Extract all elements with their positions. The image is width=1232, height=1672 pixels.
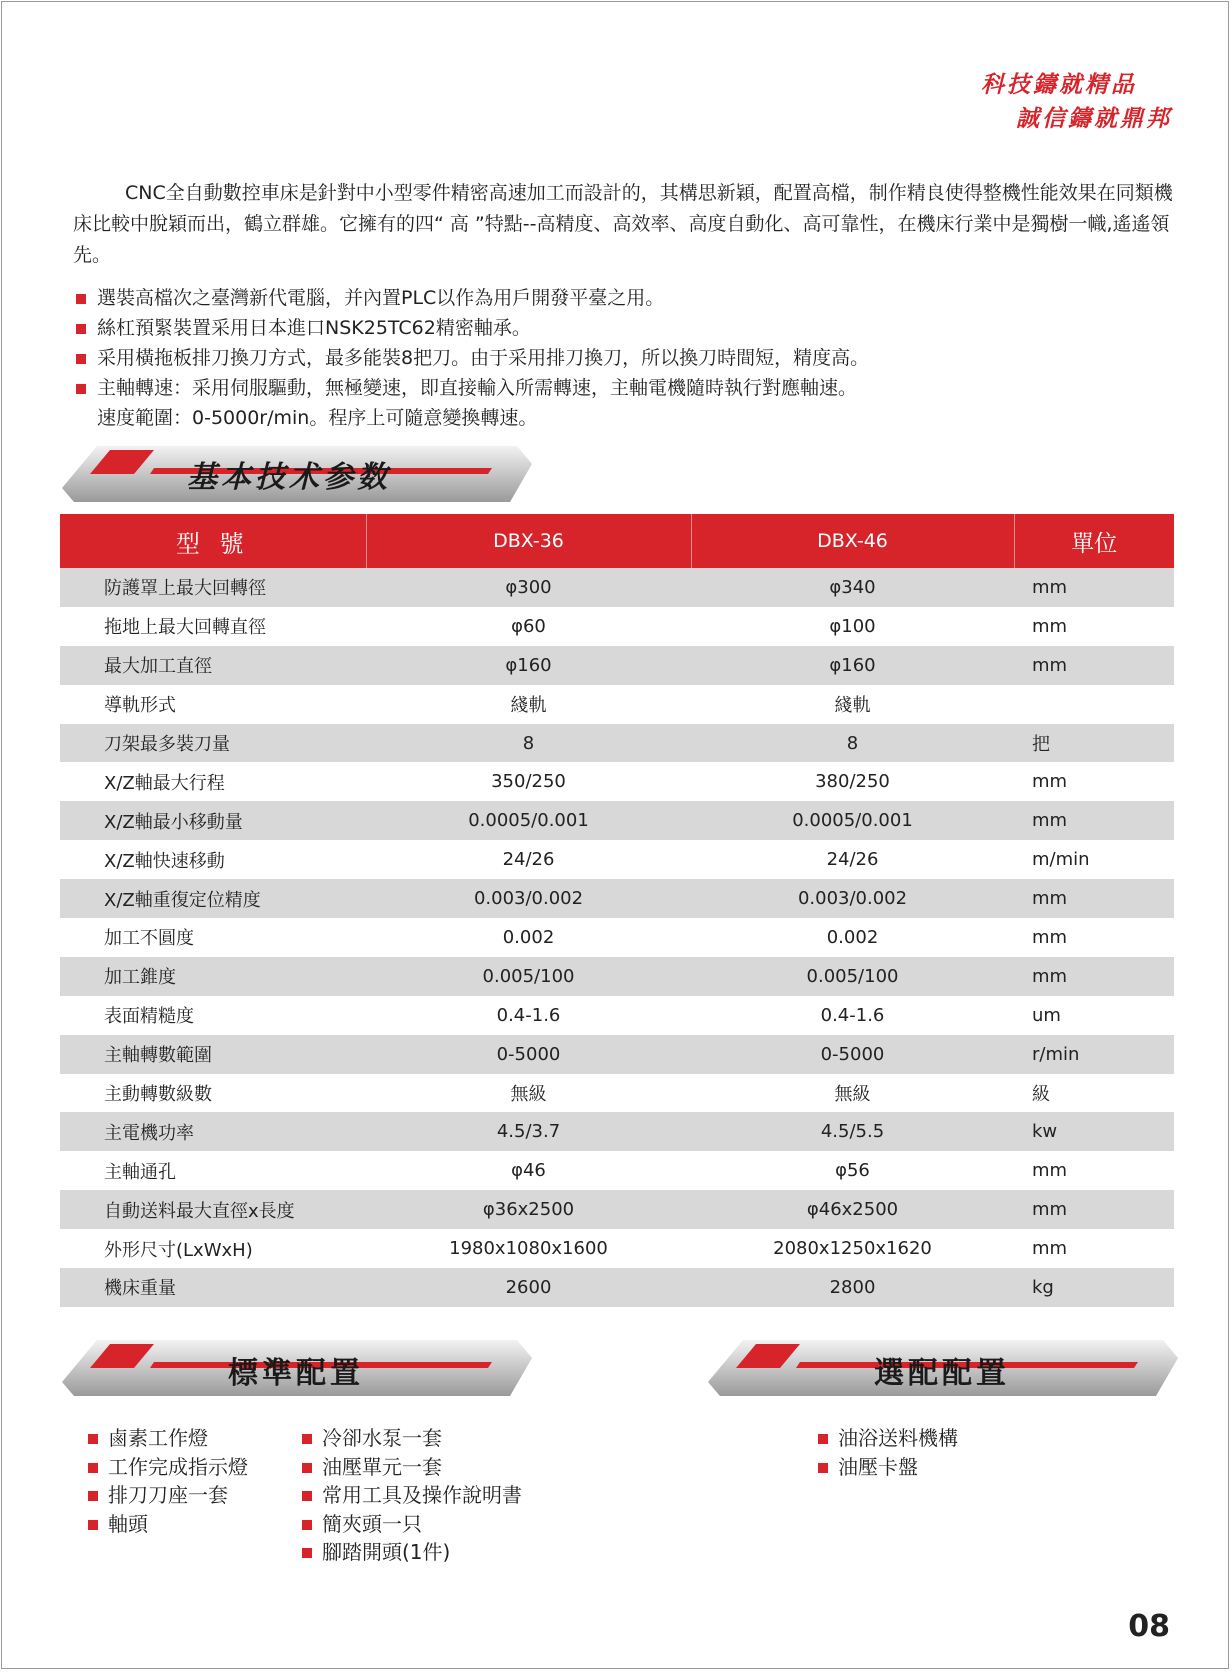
table-row: 自動送料最大直徑x長度 φ36x2500 φ46x2500 mm bbox=[60, 1190, 1174, 1229]
list-item: 腳踏開頭(1件) bbox=[302, 1538, 522, 1567]
header-model-dbx46: DBX-46 bbox=[691, 514, 1014, 568]
bullet-square-icon bbox=[76, 324, 86, 334]
header-model: 型 號 bbox=[60, 514, 366, 568]
list-item: 鹵素工作燈 bbox=[88, 1424, 248, 1453]
optional-config-title: 選配配置 bbox=[874, 1356, 1010, 1391]
table-row: X/Z軸最小移動量 0.0005/0.001 0.0005/0.001 mm bbox=[60, 801, 1174, 840]
slogan-line-2: 誠信鑄就鼎邦 bbox=[1016, 105, 1172, 132]
bullet-square-icon bbox=[76, 354, 86, 364]
feature-item: 主軸轉速：采用伺服驅動，無極變速，即直接輸入所需轉速，主軸電機隨時執行對應軸速。 速度範圍：0-5000r/min。程序上可隨意變換轉速。 bbox=[73, 373, 1173, 433]
bullet-square-icon bbox=[302, 1463, 312, 1473]
specs-section-title: 基本技术参数 bbox=[187, 460, 391, 495]
feature-item: 選裝高檔次之臺灣新代電腦，并內置PLC以作為用戶開發平臺之用。 bbox=[73, 283, 1173, 313]
header-model-dbx36: DBX-36 bbox=[366, 514, 691, 568]
header-unit: 單位 bbox=[1014, 514, 1174, 568]
table-row: 加工錐度 0.005/100 0.005/100 mm bbox=[60, 957, 1174, 996]
bullet-square-icon bbox=[76, 384, 86, 394]
bullet-square-icon bbox=[818, 1463, 828, 1473]
bullet-square-icon bbox=[302, 1548, 312, 1558]
specs-section-banner bbox=[62, 444, 532, 506]
table-row: 主動轉數級數 無級 無級 級 bbox=[60, 1074, 1174, 1113]
bullet-square-icon bbox=[88, 1491, 98, 1501]
table-row: 主軸轉數範圍 0-5000 0-5000 r/min bbox=[60, 1035, 1174, 1074]
table-row: 外形尺寸(LxWxH) 1980x1080x1600 2080x1250x1620 mm bbox=[60, 1229, 1174, 1268]
bullet-square-icon bbox=[302, 1491, 312, 1501]
bullet-square-icon bbox=[818, 1434, 828, 1444]
bullet-square-icon bbox=[302, 1434, 312, 1444]
table-row: 主軸通孔 φ46 φ56 mm bbox=[60, 1151, 1174, 1190]
slogan-line-1: 科技鑄就精品 bbox=[981, 71, 1137, 98]
feature-continuation: 速度範圍：0-5000r/min。程序上可隨意變換轉速。 bbox=[97, 407, 538, 429]
table-row: X/Z軸快速移動 24/26 24/26 m/min bbox=[60, 840, 1174, 879]
list-item: 排刀刀座一套 bbox=[88, 1481, 248, 1510]
optional-config-list bbox=[818, 1424, 958, 1481]
table-row: 主電機功率 4.5/3.7 4.5/5.5 kw bbox=[60, 1112, 1174, 1151]
standard-config-banner bbox=[62, 1338, 532, 1400]
list-item: 油浴送料機構 bbox=[818, 1424, 958, 1453]
standard-config-list-2 bbox=[302, 1424, 522, 1567]
table-row: 導軌形式 綫軌 綫軌 bbox=[60, 685, 1174, 724]
table-row: X/Z軸最大行程 350/250 380/250 mm bbox=[60, 762, 1174, 801]
table-row: X/Z軸重復定位精度 0.003/0.002 0.003/0.002 mm bbox=[60, 879, 1174, 918]
page-number: 08 bbox=[1128, 1609, 1170, 1644]
table-row: 機床重量 2600 2800 kg bbox=[60, 1268, 1174, 1307]
table-row: 最大加工直徑 φ160 φ160 mm bbox=[60, 646, 1174, 685]
list-item: 常用工具及操作說明書 bbox=[302, 1481, 522, 1510]
standard-config-list-1 bbox=[88, 1424, 248, 1538]
specs-table bbox=[60, 514, 1174, 1307]
table-row: 拖地上最大回轉直徑 φ60 φ100 mm bbox=[60, 607, 1174, 646]
bullet-square-icon bbox=[88, 1463, 98, 1473]
feature-item: 絲杠預緊裝置采用日本進口NSK25TC62精密軸承。 bbox=[73, 313, 1173, 343]
table-row: 表面精糙度 0.4-1.6 0.4-1.6 um bbox=[60, 996, 1174, 1035]
list-item: 油壓單元一套 bbox=[302, 1453, 522, 1482]
list-item: 冷卻水泵一套 bbox=[302, 1424, 522, 1453]
bullet-square-icon bbox=[88, 1520, 98, 1530]
bullet-square-icon bbox=[88, 1434, 98, 1444]
bullet-square-icon bbox=[76, 294, 86, 304]
feature-list bbox=[73, 283, 1173, 433]
list-item: 簡夾頭一只 bbox=[302, 1510, 522, 1539]
table-header-row bbox=[60, 514, 1174, 568]
table-row: 防護罩上最大回轉徑 φ300 φ340 mm bbox=[60, 568, 1174, 607]
optional-config-banner bbox=[708, 1338, 1178, 1400]
bullet-square-icon bbox=[302, 1520, 312, 1530]
list-item: 工作完成指示燈 bbox=[88, 1453, 248, 1482]
standard-config-title: 標準配置 bbox=[228, 1356, 364, 1391]
table-row: 刀架最多裝刀量 8 8 把 bbox=[60, 724, 1174, 763]
list-item: 油壓卡盤 bbox=[818, 1453, 958, 1482]
list-item: 軸頭 bbox=[88, 1510, 248, 1539]
table-row: 加工不圓度 0.002 0.002 mm bbox=[60, 918, 1174, 957]
intro-paragraph: CNC全自動數控車床是針對中小型零件精密高速加工而設計的，其構思新穎，配置高檔，制作精良使得整機性能效果在同類機床比較中脫穎而出，鶴立群雄。它擁有的四“ 高 ”特點--高精度、高效率、高度自動化、高可靠性，在機床行業中是獨樹一幟,遙遙領先。 bbox=[73, 182, 1173, 266]
feature-item: 采用橫拖板排刀換刀方式，最多能裝8把刀。由于采用排刀換刀，所以換刀時間短，精度高。 bbox=[73, 343, 1173, 373]
